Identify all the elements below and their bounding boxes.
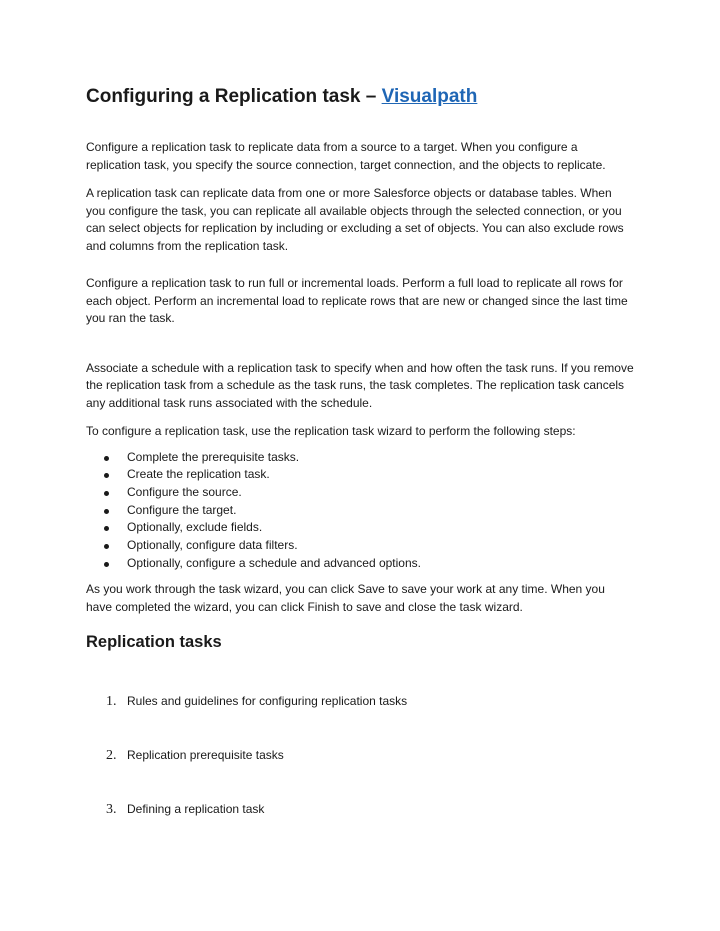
bullet-icon xyxy=(104,473,109,478)
list-number: 3. xyxy=(106,802,117,818)
list-item xyxy=(104,555,634,573)
list-item xyxy=(104,466,634,484)
task-link[interactable]: Rules and guidelines for configuring replication tasks xyxy=(127,694,408,709)
list-item xyxy=(106,748,634,802)
list-item xyxy=(104,449,634,467)
step-text: Optionally, exclude fields. xyxy=(127,520,263,535)
bullet-icon xyxy=(104,526,109,531)
wizard-paragraph: To configure a replication task, use the replication task wizard to perform the following steps: xyxy=(86,424,576,438)
section-heading: Replication tasks xyxy=(86,633,222,652)
intro-paragraph: Configure a replication task to replicate data from a source to a target. When you configure a replication task, you specify the source connection, target connection, and the objects to replicate. xyxy=(86,140,606,172)
steps-list xyxy=(86,449,634,573)
page-title xyxy=(86,86,634,108)
bullet-icon xyxy=(104,456,109,461)
task-link[interactable]: Replication prerequisite tasks xyxy=(127,748,284,763)
closing-paragraph: As you work through the task wizard, you can click Save to save your work at any time. When you have completed the wizard, you can click Finish to save and close the task wizard. xyxy=(86,582,605,614)
step-text: Create the replication task. xyxy=(127,467,270,482)
objects-paragraph: A replication task can replicate data from one or more Salesforce objects or database tables. When you configure the task, you can replicate all available objects through the selected connection, or you can select objects for replication by including or excluding a set of objects. You can also exclude rows and columns from the replication task. xyxy=(86,186,624,253)
task-link[interactable]: Defining a replication task xyxy=(127,802,265,817)
step-text: Complete the prerequisite tasks. xyxy=(127,449,300,464)
list-item xyxy=(106,694,634,748)
step-text: Configure the source. xyxy=(127,484,242,499)
list-item xyxy=(104,519,634,537)
visualpath-link[interactable]: Visualpath xyxy=(381,86,478,107)
loads-paragraph: Configure a replication task to run full or incremental loads. Perform a full load to replicate all rows for each object. Perform an incremental load to replicate rows that are new or changed since the last time you ran the task. xyxy=(86,276,628,325)
bullet-icon xyxy=(104,562,109,567)
page-title-text: Configuring a Replication task – xyxy=(86,86,382,107)
bullet-icon xyxy=(104,491,109,496)
list-number: 2. xyxy=(106,748,117,764)
list-item xyxy=(106,802,634,856)
task-list xyxy=(86,694,634,856)
bullet-icon xyxy=(104,544,109,549)
step-text: Optionally, configure data filters. xyxy=(127,538,298,553)
list-number: 1. xyxy=(106,694,117,710)
step-text: Configure the target. xyxy=(127,502,237,517)
list-item xyxy=(104,502,634,520)
list-item xyxy=(104,537,634,555)
bullet-icon xyxy=(104,509,109,514)
list-item xyxy=(104,484,634,502)
step-text: Optionally, configure a schedule and advanced options. xyxy=(127,555,421,570)
schedule-paragraph: Associate a schedule with a replication task to specify when and how often the task runs. If you remove the replication task from a schedule as the task runs, the task completes. The replication task cancels any additional task runs associated with the schedule. xyxy=(86,360,634,410)
